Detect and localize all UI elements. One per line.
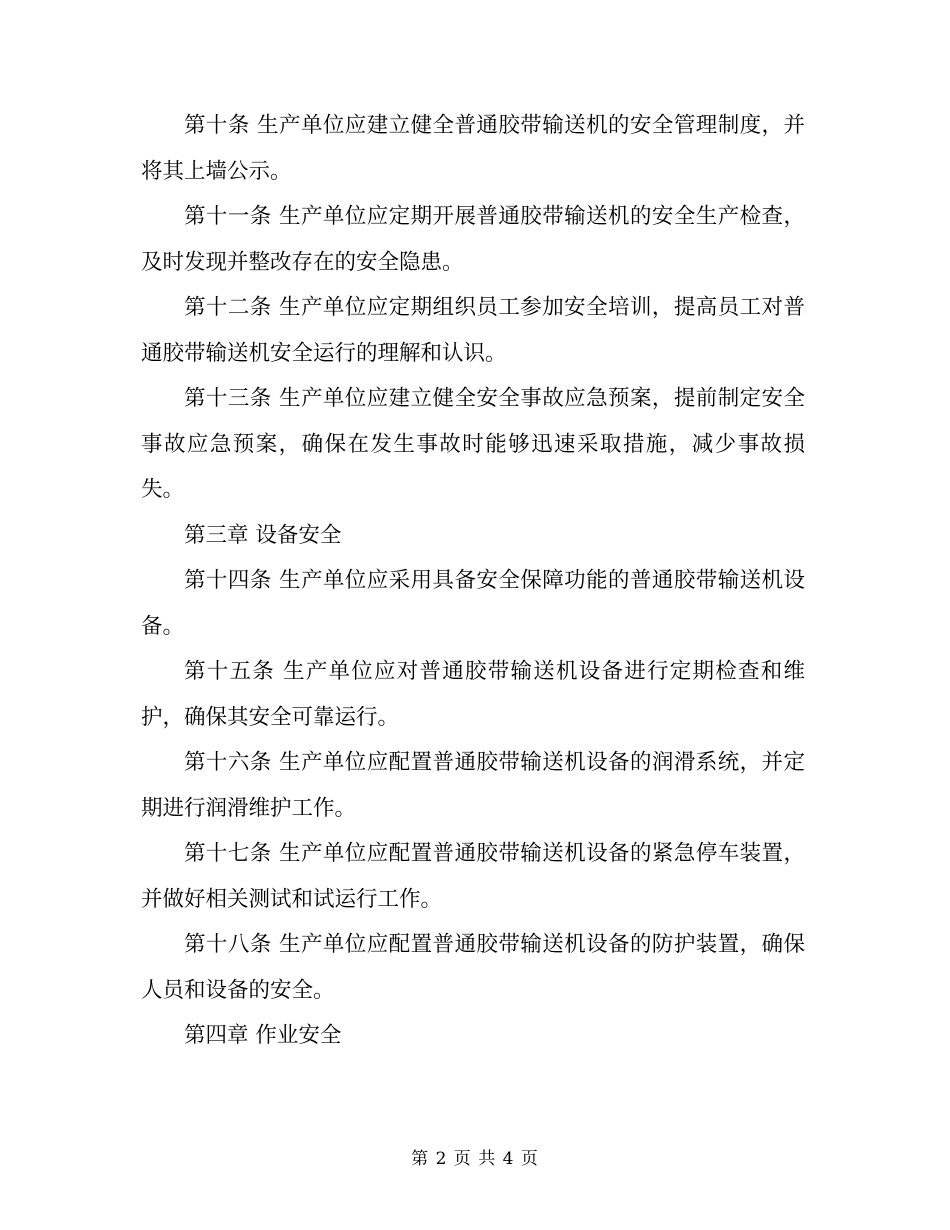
article-13: 第十三条 生产单位应建立健全安全事故应急预案，提前制定安全事故应急预案，确保在发生事故时能够迅速采取措施，减少事故损失。	[141, 386, 805, 502]
article-11: 第十一条 生产单位应定期开展普通胶带输送机的安全生产检查，及时发现并整改存在的安全隐患。	[141, 204, 805, 275]
chapter-3-heading: 第三章 设备安全	[184, 522, 342, 548]
document-body	[141, 103, 805, 1059]
article-17: 第十七条 生产单位应配置普通胶带输送机设备的紧急停车装置，并做好相关测试和试运行工作。	[141, 841, 805, 912]
page-number-footer: 第 2 页 共 4 页	[411, 1149, 539, 1169]
article-16: 第十六条 生产单位应配置普通胶带输送机设备的润滑系统，并定期进行润滑维护工作。	[141, 750, 805, 821]
article-15: 第十五条 生产单位应对普通胶带输送机设备进行定期检查和维护，确保其安全可靠运行。	[141, 659, 805, 730]
article-12: 第十二条 生产单位应定期组织员工参加安全培训，提高员工对普通胶带输送机安全运行的理解和认识。	[141, 295, 805, 366]
article-18: 第十八条 生产单位应配置普通胶带输送机设备的防护装置，确保人员和设备的安全。	[141, 932, 805, 1003]
chapter-4-heading: 第四章 作业安全	[184, 1023, 342, 1048]
article-14: 第十四条 生产单位应采用具备安全保障功能的普通胶带输送机设备。	[141, 568, 805, 639]
article-10: 第十条 生产单位应建立健全普通胶带输送机的安全管理制度，并将其上墙公示。	[141, 113, 805, 184]
